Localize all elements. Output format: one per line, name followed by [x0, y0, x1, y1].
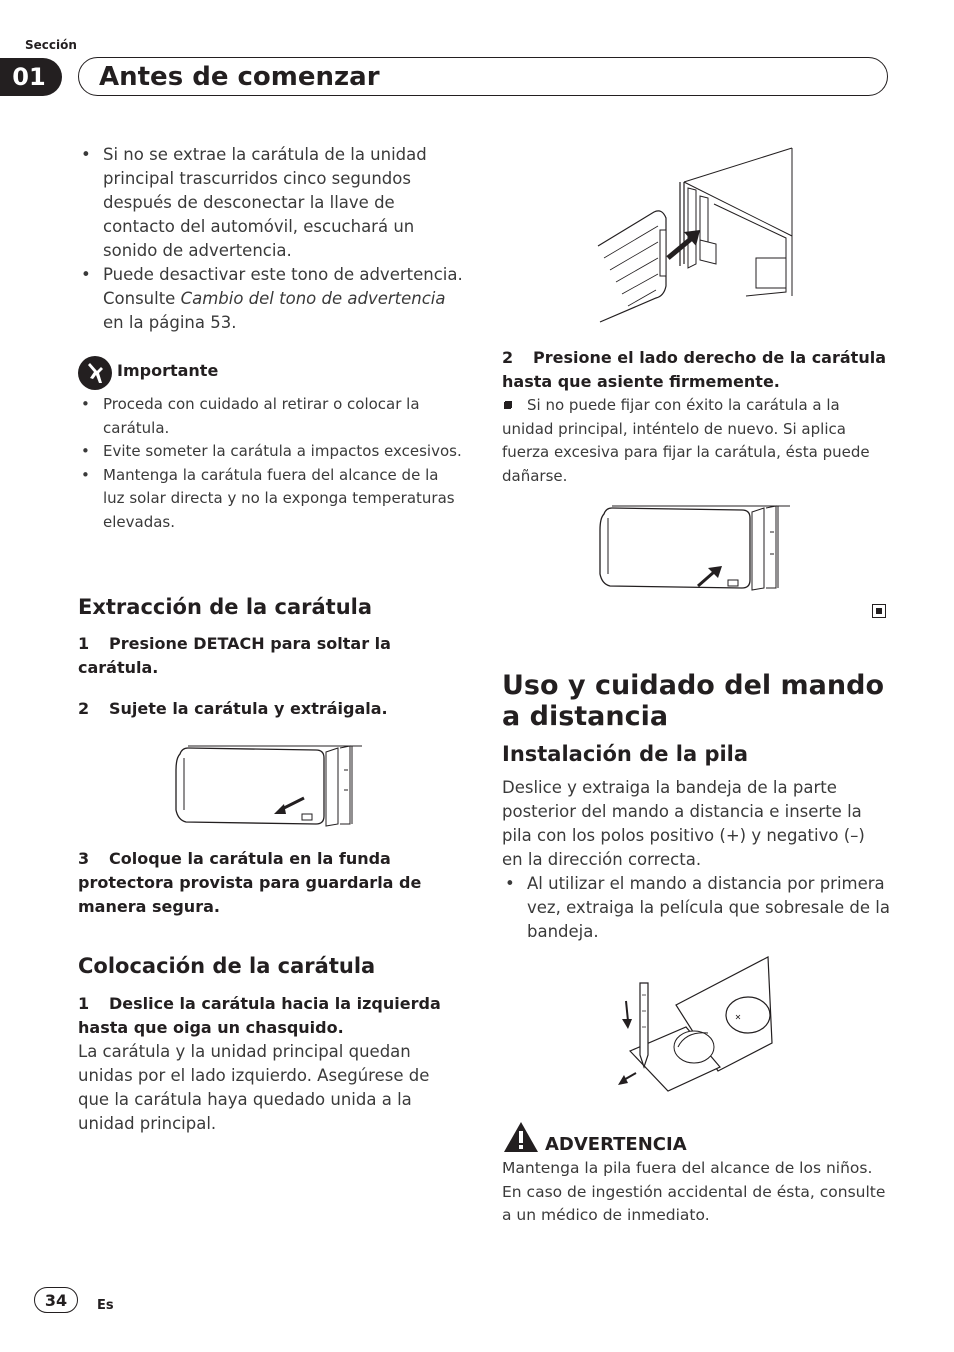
- section-label: Sección: [25, 38, 77, 52]
- cross-reference-link: Cambio del tono de advertencia: [180, 289, 446, 308]
- intro-bullet-2: • Puede desactivar este tono de advertencia. Consulte Cambio del tono de advertencia en la página 53.: [78, 263, 463, 335]
- battery-tray-illustration: [616, 955, 776, 1095]
- section-end-mark: [872, 604, 886, 618]
- extraction-step-3: 3 Coloque la carátula en la funda protectora provista para guardarla de manera segura.: [78, 849, 422, 916]
- attach-heading: Colocación de la carátula: [78, 954, 376, 978]
- attach-step-1-body: La carátula y la unidad principal quedan unidas por el lado izquierdo. Asegúrese de que la carátula haya quedado unida a la unidad principal.: [78, 1042, 430, 1133]
- intro-bullet-1: • Si no se extrae la carátula de la unidad principal trascurridos cinco segundos después de desconectar la llave de contacto del automóvil, escuchará un sonido de advertencia.: [78, 143, 463, 263]
- extraction-heading: Extracción de la carátula: [78, 595, 373, 619]
- warning-label: ADVERTENCIA: [545, 1134, 687, 1155]
- attach-step-1: 1 Deslice la carátula hacia la izquierda hasta que oiga un chasquido.: [78, 994, 441, 1037]
- chapter-title: Antes de comenzar: [99, 62, 380, 92]
- battery-heading: Instalación de la pila: [502, 742, 749, 766]
- warning-icon: [502, 1120, 540, 1154]
- section-number-badge: 01: [0, 58, 62, 96]
- battery-body: Deslice y extraiga la bandeja de la parte posterior del mando a distancia e inserte la pila con los polos positivo (+) y negativo (–) en la dirección correcta.: [502, 778, 865, 869]
- language-code: Es: [97, 1298, 114, 1313]
- important-bullet-1: • Proceda con cuidado al retirar o colocar la carátula.: [78, 393, 463, 440]
- important-bullets: [78, 393, 463, 534]
- note-square-marker: [505, 401, 512, 408]
- important-bullet-3: • Mantenga la carátula fuera del alcance de la luz solar directa y no la exponga temperaturas elevadas.: [78, 464, 463, 535]
- press-right-side-illustration: [600, 500, 796, 596]
- right-step-2: 2 Presione el lado derecho de la carátula hasta que asiente firmemente.: [502, 348, 886, 391]
- intro-bullets: [78, 143, 463, 335]
- attach-faceplate-illustration: [596, 146, 796, 326]
- important-icon: [78, 356, 112, 390]
- remote-heading: Uso y cuidado del mando a distancia: [502, 670, 884, 732]
- warning-text: Mantenga la pila fuera del alcance de los niños. En caso de ingestión accidental de ésta, consulte a un médico de inmediato.: [502, 1159, 886, 1224]
- important-bullet-2: • Evite someter la carátula a impactos excesivos.: [78, 440, 463, 464]
- battery-bullets: [502, 872, 890, 944]
- extraction-step-1: 1 Presione DETACH para soltar la carátula.: [78, 634, 391, 677]
- important-label: Importante: [117, 361, 219, 380]
- detach-faceplate-illustration: [176, 740, 366, 830]
- extraction-step-2: 2 Sujete la carátula y extráigala.: [78, 699, 388, 718]
- right-step-2-note: Si no puede fijar con éxito la carátula a la unidad principal, inténtelo de nuevo. Si aplica fuerza excesiva para fijar la carátula, ésta puede dañarse.: [502, 394, 888, 488]
- battery-bullet-1: • Al utilizar el mando a distancia por primera vez, extraiga la película que sobresale de la bandeja.: [502, 872, 890, 944]
- page-number: 34: [34, 1287, 78, 1313]
